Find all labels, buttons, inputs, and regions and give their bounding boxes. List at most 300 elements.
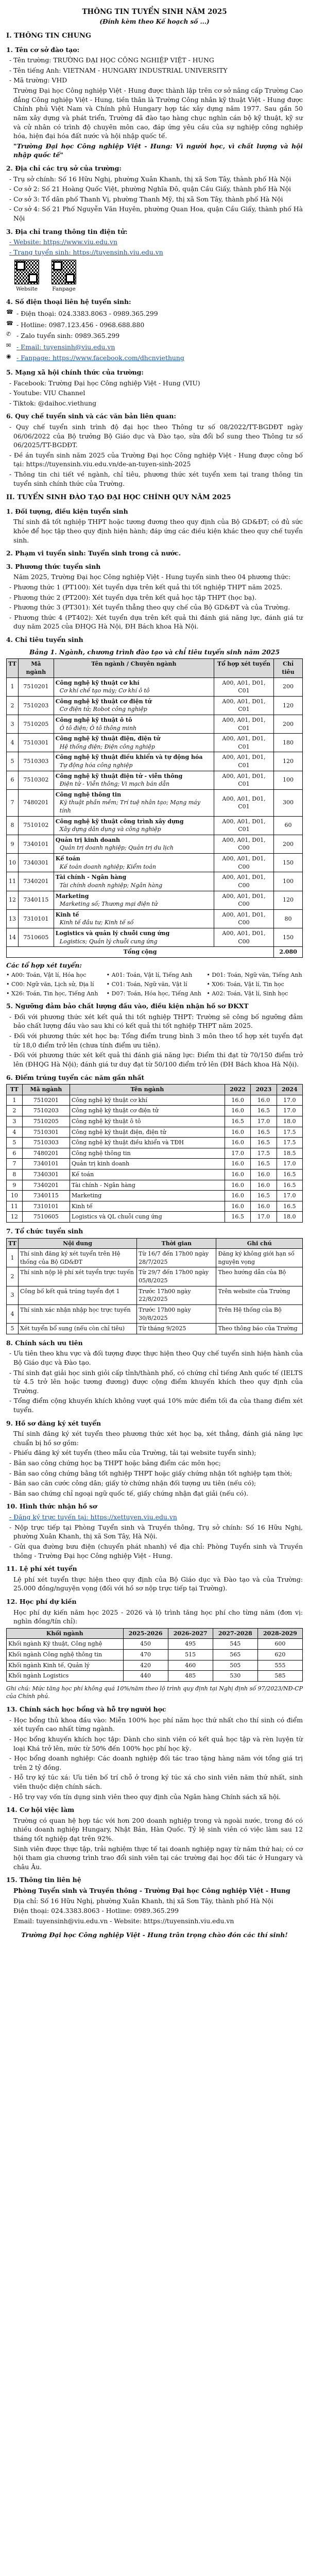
table-row: [7, 1148, 303, 1159]
cell-code: 7340201: [18, 872, 54, 891]
admission-document: [6, 0, 303, 1940]
column-header: Tên ngành / Chuyên ngành: [54, 659, 214, 677]
contact-phones[interactable]: Điện thoại: 024.3383.8063 - Hotline: 0989.365.299: [13, 1907, 179, 1915]
cell-fee: 555: [258, 1660, 302, 1671]
cell-code: 7510605: [18, 928, 54, 946]
heading-priority: 8. Chính sách ưu tiên: [6, 1338, 83, 1347]
major-specialization: Quản trị doanh nghiệp; Quản trị du lịch: [59, 844, 174, 852]
heading-social: 5. Mạng xã hội chính thức của trường:: [6, 368, 144, 376]
phone-icon: ☎: [6, 319, 13, 327]
method-4: - Phương thức 4 (PT402): Xét tuyển dựa trên kết quả thi đánh giá năng lực, đánh giá tư duy năm 2025 của ĐHQG Hà Nội, ĐH Bách khoa Hà Nội.: [9, 613, 303, 631]
cell-group: Khối ngành Kỹ thuật, Công nghệ: [7, 1639, 124, 1650]
quota-table-header: [7, 659, 303, 677]
qr-website-label: Website: [15, 286, 38, 293]
major-name: Marketing: [55, 892, 89, 900]
cell-combos: A00, A01, D01, C01: [214, 816, 273, 835]
cell-score: 16.0: [225, 1180, 250, 1191]
heading-phone: 4. Số điện thoại liên hệ tuyển sinh:: [6, 298, 131, 306]
address-campus-4: - Cơ sở 4: Số 21 Phố Nguyễn Văn Huyên, phường Quan Hoa, quận Cầu Giấy, thành phố Hà Nội: [9, 205, 303, 222]
table-row: [7, 891, 303, 909]
threshold-2: - Đối với phương thức xét học bạ: Tổng điểm trung bình 3 môn theo tổ hợp xét tuyển đạt từ 18,0 điểm trở lên (chưa tính điểm ưu tiên).: [9, 1032, 303, 1049]
cell-index: 8: [7, 816, 19, 835]
major-specialization: Tài chính doanh nghiệp; Ngân hàng: [59, 882, 163, 889]
heading-fee: 11. Lệ phí xét tuyển: [6, 1565, 77, 1573]
major-specialization: Cơ điện tử; Robot công nghiệp: [59, 706, 147, 713]
jobs-1: Trường có quan hệ hợp tác với hơn 200 doanh nghiệp trong và ngoài nước, trong đó có nhiều doanh nghiệp Hungary, Nhật Bản, Hàn Quốc. Tỷ lệ sinh viên có việc làm sau 12 tháng tốt nghiệp đạt trên 92%.: [13, 1816, 303, 1842]
scholarship-2: - Học bổng khuyến khích học tập: Dành cho sinh viên có kết quả học tập và rèn luyện từ loại Khá trở lên, mức từ 50% đến 100% học phí học kỳ.: [9, 1735, 303, 1752]
cell-major: Công nghệ kỹ thuật điện, điện tử: [70, 1127, 225, 1138]
table-row: [7, 715, 303, 733]
heading-contact: 15. Thông tin liên hệ: [6, 1876, 81, 1884]
heading-rules: 6. Quy chế tuyển sinh và các văn bản liên quan:: [6, 412, 176, 420]
phone-line-2[interactable]: - Hotline: 0987.123.456 - 0968.688.880: [16, 320, 145, 329]
table-row: [7, 1324, 303, 1334]
phone-line-1[interactable]: - Điện thoại: 024.3383.8063 - 0989.365.299: [16, 309, 158, 317]
social-youtube[interactable]: - Youtube: VIU Channel: [9, 389, 85, 397]
rules-2: - Đề án tuyển sinh năm 2025 của Trường Đại học Công nghiệp Việt - Hung được công bố tại: https://tuyensinh.viu.edu.vn/de-an-tuyen-sinh-2025: [9, 451, 303, 468]
major-specialization: Ô tô điện; Ô tô thông minh: [59, 724, 137, 732]
table-row: [7, 1095, 303, 1106]
cell-note: Theo thông báo của Trường: [216, 1324, 303, 1334]
cell-quota: 200: [274, 835, 303, 853]
tuition-note: Ghi chú: Mức tăng học phí không quá 10%/năm theo lộ trình quy định tại Nghị định số 97/2023/NĐ-CP của Chính phủ.: [6, 1685, 303, 1700]
cell-quota: 120: [274, 696, 303, 715]
cell-score: 16.0: [251, 1180, 277, 1191]
cell-score: 16.0: [225, 1201, 250, 1212]
document-1: - Phiếu đăng ký xét tuyển (theo mẫu của Trường, tải tại website tuyển sinh);: [9, 1449, 256, 1457]
cell-index: 1: [7, 1095, 23, 1106]
cell-major: Công nghệ kỹ thuật ô tô: [70, 1116, 225, 1127]
qr-fanpage-label: Fanpage: [52, 286, 76, 293]
table-row: [7, 752, 303, 771]
quota-table-title: Bảng 1. Ngành, chương trình đào tạo và chỉ tiêu tuyển sinh năm 2025: [29, 648, 280, 656]
cell-index: 2: [7, 696, 19, 715]
major-name: Kế toán: [55, 855, 80, 862]
cell-major: [54, 715, 214, 733]
schedule-table: [6, 1238, 303, 1334]
combos-title: Các tổ hợp xét tuyển:: [6, 961, 82, 969]
major-name: Tài chính - Ngân hàng: [55, 874, 127, 881]
cell-major: [54, 677, 214, 696]
table-row: [7, 1159, 303, 1170]
cell-score: 17.0: [251, 1212, 277, 1223]
major-name: Công nghệ kỹ thuật ô tô: [55, 716, 132, 723]
major-name: Công nghệ kỹ thuật điện tử - viễn thông: [55, 772, 183, 779]
cell-score: 17.0: [225, 1148, 250, 1159]
table-row: [7, 909, 303, 928]
cell-score: 16.0: [225, 1159, 250, 1170]
document-subtitle: (Đính kèm theo Kế hoạch số ...): [99, 18, 210, 26]
column-header: 2026-2027: [168, 1628, 213, 1639]
cell-score: 16.5: [277, 1201, 302, 1212]
table-row: [7, 1267, 303, 1286]
cell-note: Đăng ký không giới hạn số nguyện vọng: [216, 1249, 303, 1267]
major-specialization: Hệ thống điện; Điện công nghiệp: [59, 743, 155, 750]
cell-index: 3: [7, 1116, 23, 1127]
major-specialization: Kế toán doanh nghiệp; Kiểm toán: [59, 863, 156, 870]
cell-major: Công nghệ thông tin: [70, 1148, 225, 1159]
tuition-intro: Học phí dự kiến năm học 2025 - 2026 và lộ trình tăng học phí cho từng năm (đơn vị: nghìn đồng/tín chỉ):: [13, 1608, 303, 1625]
address-campus-2: - Cơ sở 2: Số 21 Hoàng Quốc Việt, phường Nghĩa Đô, quận Cầu Giấy, thành phố Hà Nội: [9, 185, 291, 193]
cell-score: 16.0: [225, 1138, 250, 1148]
mail-icon: ✉: [6, 342, 11, 349]
cell-code: 7510203: [18, 696, 54, 715]
cell-quota: 180: [274, 734, 303, 752]
combo-item: • C00: Ngữ văn, Lịch sử, Địa lí: [6, 981, 94, 988]
major-name: Công nghệ kỹ thuật cơ điện tử: [55, 698, 152, 705]
cell-index: 12: [7, 1212, 23, 1223]
column-header: Thời gian: [137, 1238, 216, 1249]
cell-index: 11: [7, 1201, 23, 1212]
cell-score: 16.0: [225, 1191, 250, 1201]
priority-1: - Ưu tiên theo khu vực và đối tượng được thực hiện theo Quy chế tuyển sinh hiện hành của Bộ Giáo dục và Đào tạo.: [9, 1349, 303, 1366]
table-row: [7, 696, 303, 715]
document-title: THÔNG TIN TUYỂN SINH NĂM 2025: [82, 8, 227, 16]
scholarship-1: - Học bổng thủ khoa đầu vào: Miễn 100% học phí năm học thứ nhất cho thí sinh có điểm xét tuyển cao nhất từng ngành.: [9, 1716, 303, 1733]
table-row: [7, 1286, 303, 1304]
chat-icon: ✆: [6, 331, 11, 338]
cell-index: 13: [7, 909, 19, 928]
cell-combos: A00, A01, D01, C00: [214, 872, 273, 891]
cell-quota: 80: [274, 909, 303, 928]
address-main: - Trụ sở chính: Số 16 Hữu Nghị, phường Xuân Khanh, thị xã Sơn Tây, thành phố Hà Nội: [9, 175, 291, 183]
column-header: TT: [7, 659, 19, 677]
cell-index: 4: [7, 1127, 23, 1138]
cell-index: 5: [7, 1324, 19, 1334]
cell-score: 16.5: [225, 1116, 250, 1127]
school-code: - Mã trường: VHD: [9, 76, 67, 84]
cell-fee: 460: [168, 1660, 213, 1671]
major-name: Logistics và quản lý chuỗi cung ứng: [55, 929, 170, 937]
tuition-table-header: [7, 1628, 303, 1639]
table-row: [7, 1138, 303, 1148]
cell-score: 16.5: [251, 1127, 277, 1138]
major-specialization: Điện tử - Viễn thông; Vi mạch bán dẫn: [59, 781, 170, 788]
cell-score: 18.0: [277, 1116, 302, 1127]
cell-score: 16.5: [251, 1159, 277, 1170]
cell-quota: 300: [274, 789, 303, 816]
table-row: [7, 816, 303, 835]
combo-item: • X06: Toán, Vật lí, Tin học: [207, 981, 284, 988]
social-facebook[interactable]: - Facebook: Trường Đại học Công nghiệp Việt - Hung (VIU): [9, 379, 200, 387]
column-header: 2023: [251, 1084, 277, 1095]
table-row: [7, 1639, 303, 1650]
cell-score: 16.0: [225, 1095, 250, 1106]
combo-item: • D01: Toán, Ngữ văn, Tiếng Anh: [207, 972, 302, 979]
cell-score: 16.5: [277, 1180, 302, 1191]
cell-index: 11: [7, 872, 19, 891]
document-4: - Bản sao căn cước công dân; giấy tờ chứng nhận đối tượng ưu tiên (nếu có);: [9, 1479, 256, 1487]
cell-index: 3: [7, 1286, 19, 1304]
cell-major: [54, 854, 214, 872]
submission-online-link[interactable]: - Đăng ký trực tuyến tại: https://xettuyen.viu.edu.vn: [9, 1513, 177, 1521]
table-row: [7, 1180, 303, 1191]
cell-index: 5: [7, 752, 19, 771]
cell-fee: 470: [123, 1650, 168, 1660]
total-label: Tổng cộng: [7, 947, 274, 958]
cell-note: Trên Hệ thống của Bộ: [216, 1304, 303, 1323]
qr-fanpage[interactable]: [52, 260, 76, 293]
column-header: 2025-2026: [123, 1628, 168, 1639]
cell-major: [54, 734, 214, 752]
cell-major: [54, 816, 214, 835]
column-header: Tổ hợp xét tuyển: [214, 659, 273, 677]
cell-quota: 100: [274, 771, 303, 789]
cell-score: 16.0: [251, 1095, 277, 1106]
combo-item: • A00: Toán, Vật lí, Hóa học: [6, 972, 87, 979]
fanpage-link[interactable]: - Fanpage: https://www.facebook.com/dhcnviethung: [16, 354, 184, 362]
cell-content: Công bố kết quả trúng tuyển đợt 1: [18, 1286, 136, 1304]
cell-major: [54, 835, 214, 853]
major-name: Công nghệ thông tin: [55, 791, 122, 798]
cell-score: 17.5: [251, 1148, 277, 1159]
cell-quota: 200: [274, 677, 303, 696]
cell-index: 9: [7, 1180, 23, 1191]
cell-major: Kinh tế: [70, 1201, 225, 1212]
heading-addresses: 2. Địa chỉ các trụ sở của trường:: [6, 164, 122, 172]
combo-item: • D07: Toán, Hóa học, Tiếng Anh: [106, 990, 201, 997]
major-name: Công nghệ kỹ thuật điều khiển và tự động hóa: [55, 754, 203, 761]
cell-combos: A00, A01, D01, C01: [214, 771, 273, 789]
contact-email-web[interactable]: Email: tuyensinh@viu.edu.vn - Website: https://tuyensinh.viu.edu.vn: [13, 1917, 234, 1925]
heading-methods: 3. Phương thức tuyển sinh: [6, 562, 101, 570]
cell-score: 16.5: [251, 1138, 277, 1148]
combos-list: [6, 971, 303, 997]
cell-score: 16.0: [251, 1169, 277, 1180]
cell-code: 7480201: [22, 1148, 70, 1159]
cell-code: 7340101: [22, 1159, 70, 1170]
column-header: Nội dung: [18, 1238, 136, 1249]
table-row: [7, 1650, 303, 1660]
major-name: Công nghệ kỹ thuật công trình xây dựng: [55, 818, 184, 825]
cell-quota: 120: [274, 891, 303, 909]
major-name: Công nghệ kỹ thuật điện, điện tử: [55, 735, 161, 742]
cell-major: Quản trị kinh doanh: [70, 1159, 225, 1170]
heading-quota: 4. Chỉ tiêu tuyển sinh: [6, 636, 83, 644]
jobs-2: Sinh viên được thực tập, trải nghiệm thực tế tại doanh nghiệp ngay từ năm thứ hai; có cơ hội tham gia chương trình trao đổi sinh viên tại các trường đại học đối tác ở Hungary và châu Âu.: [13, 1844, 303, 1871]
cell-index: 10: [7, 854, 19, 872]
cell-score: 16.5: [251, 1191, 277, 1201]
cell-time: Từ 29/7 đến 17h00 ngày 05/8/2025: [137, 1267, 216, 1286]
cell-quota: 120: [274, 752, 303, 771]
cell-index: 6: [7, 771, 19, 789]
table-row: [7, 1671, 303, 1682]
cell-quota: 150: [274, 854, 303, 872]
threshold-1: - Đối với phương thức xét kết quả thi tốt nghiệp THPT: Trường sẽ công bố ngưỡng đảm bảo chất lượng đầu vào sau khi có kết quả thi tốt nghiệp THPT năm 2025.: [9, 1012, 303, 1030]
table-row: [7, 1304, 303, 1323]
zalo-line[interactable]: - Zalo tuyển sinh: 0989.365.299: [16, 332, 120, 340]
cell-score: 18.0: [277, 1212, 302, 1223]
cell-major: Logistics và QL chuỗi cung ứng: [70, 1212, 225, 1223]
cell-code: 7340115: [18, 891, 54, 909]
table-row: [7, 1660, 303, 1671]
column-header: Mã ngành: [22, 1084, 70, 1095]
document-2: - Bản sao công chứng học bạ THPT hoặc bảng điểm các môn học;: [9, 1459, 221, 1467]
cell-time: Trước 17h00 ngày 22/8/2025: [137, 1286, 216, 1304]
section-heading-general: I. THÔNG TIN CHUNG: [6, 32, 92, 40]
major-specialization: Logistics; Quản lý chuỗi cung ứng: [59, 938, 158, 945]
cell-score: 16.5: [251, 1106, 277, 1116]
cell-code: 7510303: [18, 752, 54, 771]
globe-icon: ◉: [6, 353, 11, 360]
table-row: [7, 1127, 303, 1138]
cell-code: 7340301: [18, 854, 54, 872]
submission-direct: - Nộp trực tiếp tại Phòng Tuyển sinh và Truyền thông, Trụ sở chính: Số 16 Hữu Nghị, phường Xuân Khanh, thị xã Sơn Tây, Hà Nội.: [9, 1523, 303, 1540]
cell-index: 6: [7, 1148, 23, 1159]
cell-major: Công nghệ kỹ thuật điều khiển và TĐH: [70, 1138, 225, 1148]
admission-site-link[interactable]: - Trang tuyển sinh: https://tuyensinh.viu.edu.vn: [9, 248, 163, 256]
cell-major: Công nghệ kỹ thuật cơ khí: [70, 1095, 225, 1106]
cell-score: 16.0: [225, 1106, 250, 1116]
cell-code: 7480201: [18, 789, 54, 816]
cell-fee: 565: [213, 1650, 258, 1660]
website-link[interactable]: - Website: https://www.viu.edu.vn: [9, 238, 117, 246]
heading-tuition: 12. Học phí dự kiến: [6, 1597, 77, 1605]
cell-code: 7510301: [18, 734, 54, 752]
cell-code: 7510605: [22, 1212, 70, 1223]
cell-fee: 545: [213, 1639, 258, 1650]
email-link[interactable]: - Email: tuyensinh@viu.edu.vn: [16, 343, 115, 351]
cell-content: Xét tuyển bổ sung (nếu còn chỉ tiêu): [18, 1324, 136, 1334]
combo-item: • X26: Toán, Tin học, Tiếng Anh: [6, 990, 98, 997]
combo-item: • A01: Toán, Vật lí, Tiếng Anh: [106, 972, 193, 979]
cell-fee: 440: [123, 1671, 168, 1682]
cell-score: 17.5: [277, 1127, 302, 1138]
heading-threshold: 5. Ngưỡng đảm bảo chất lượng đầu vào, điều kiện nhận hồ sơ ĐKXT: [6, 1002, 249, 1010]
phone-icon: ☎: [6, 308, 13, 315]
cell-score: 16.5: [277, 1169, 302, 1180]
heading-submission: 10. Hình thức nhận hồ sơ: [6, 1502, 97, 1511]
cell-code: 7510203: [22, 1106, 70, 1116]
cell-score: 16.0: [225, 1127, 250, 1138]
major-specialization: Xây dựng dân dụng và công nghiệp: [59, 826, 161, 833]
combo-item: • A02: Toán, Vật lí, Sinh học: [207, 990, 288, 997]
cell-index: 9: [7, 835, 19, 853]
cell-major: Tài chính - Ngân hàng: [70, 1180, 225, 1191]
major-name: Công nghệ kỹ thuật cơ khí: [55, 679, 140, 686]
cell-code: 7510102: [18, 816, 54, 835]
qr-code-icon: [52, 260, 76, 284]
column-header: 2027-2028: [213, 1628, 258, 1639]
major-specialization: Cơ khí chế tạo máy; Cơ khí ô tô: [59, 687, 150, 694]
cell-combos: A00, A01, D01, C01: [214, 789, 273, 816]
cell-quota: 60: [274, 816, 303, 835]
table-row: [7, 789, 303, 816]
table-row: [7, 1116, 303, 1127]
heading-schedule: 7. Tổ chức tuyển sinh: [6, 1227, 83, 1235]
cell-code: 7340201: [22, 1180, 70, 1191]
column-header: Mã ngành: [18, 659, 54, 677]
column-header: TT: [7, 1084, 23, 1095]
method-3: - Phương thức 3 (PT301): Xét tuyển thẳng theo quy chế của Bộ GD&ĐT và của Trường.: [9, 603, 290, 612]
cell-index: 4: [7, 1304, 19, 1323]
cell-index: 3: [7, 715, 19, 733]
cell-index: 4: [7, 734, 19, 752]
school-slogan: "Trường Đại học Công nghiệp Việt - Hung: Vì người học, vì chất lượng và hội nhập quốc tế": [13, 142, 303, 159]
cell-code: 7510205: [22, 1116, 70, 1127]
column-header: 2022: [225, 1084, 250, 1095]
table-row: [7, 771, 303, 789]
major-specialization: Kỹ thuật phần mềm; Trí tuệ nhân tạo; Mạng máy tính: [59, 799, 200, 815]
column-header: Tên ngành: [70, 1084, 225, 1095]
table-row: [7, 835, 303, 853]
cell-quota: 150: [274, 928, 303, 946]
cell-score: 17.0: [277, 1106, 302, 1116]
contact-zalo: [6, 330, 303, 342]
cell-fee: 420: [123, 1660, 168, 1671]
cell-score: 17.0: [251, 1116, 277, 1127]
heading-scores: 6. Điểm trúng tuyển các năm gần nhất: [6, 1073, 145, 1081]
scholarship-5: - Hỗ trợ vay vốn tín dụng sinh viên theo quy định của Ngân hàng Chính sách xã hội.: [9, 1792, 281, 1801]
cell-time: Trước 17h00 ngày 30/8/2025: [137, 1304, 216, 1323]
cell-score: 17.5: [277, 1138, 302, 1148]
cell-fee: 585: [258, 1671, 302, 1682]
cell-index: 5: [7, 1138, 23, 1148]
contact-address: Địa chỉ: Số 16 Hữu Nghị, phường Xuân Khanh, thị xã Sơn Tây, thành phố Hà Nội: [13, 1896, 273, 1905]
heading-scholarship: 13. Chính sách học bổng và hỗ trợ người học: [6, 1705, 166, 1714]
cell-code: 7310101: [18, 909, 54, 928]
heading-scope: 2. Phạm vi tuyển sinh: Tuyển sinh trong cả nước.: [6, 549, 181, 557]
cell-major: [54, 928, 214, 946]
contact-office: Phòng Tuyển sinh và Truyền thông - Trường Đại học Công nghiệp Việt - Hung: [13, 1887, 290, 1895]
column-header: 2028-2029: [258, 1628, 302, 1639]
column-header: Chỉ tiêu: [274, 659, 303, 677]
table-row: [7, 1106, 303, 1116]
cell-major: [54, 696, 214, 715]
table-row: [7, 734, 303, 752]
section-heading-admission: II. TUYỂN SINH ĐÀO TẠO ĐẠI HỌC CHÍNH QUY NĂM 2025: [6, 494, 231, 502]
heading-website: 3. Địa chỉ trang thông tin điện tử:: [6, 227, 128, 235]
cell-group: Khối ngành Logistics: [7, 1671, 124, 1682]
rules-1: - Quy chế tuyển sinh trình độ đại học theo Thông tư số 08/2022/TT-BGDĐT ngày 06/06/2022 của Bộ trưởng Bộ Giáo dục và Đào tạo, sửa đổi bổ sung theo Thông tư số 06/2025/TT-BGDĐT.: [9, 423, 303, 449]
cell-index: 10: [7, 1191, 23, 1201]
address-campus-3: - Cơ sở 3: Tổ dân phố Thanh Vị, phường Thanh Mỹ, thị xã Sơn Tây, thành phố Hà Nội: [9, 195, 283, 203]
column-header: 2024: [277, 1084, 302, 1095]
scholarship-3: - Học bổng doanh nghiệp: Các doanh nghiệp đối tác trao tặng hàng năm với tổng giá trị trên 2 tỷ đồng.: [9, 1754, 303, 1771]
cell-code: 7340101: [18, 835, 54, 853]
method-1: - Phương thức 1 (PT100): Xét tuyển dựa trên kết quả thi tốt nghiệp THPT năm 2025.: [9, 583, 283, 591]
social-tiktok[interactable]: - Tiktok: @daihoc.viethung: [9, 399, 97, 407]
contact-email: [6, 342, 303, 353]
cell-fee: 495: [168, 1639, 213, 1650]
qr-code-icon: [14, 260, 39, 284]
cell-note: Theo hướng dẫn của Bộ: [216, 1267, 303, 1286]
methods-intro: Năm 2025, Trường Đại học Công nghiệp Việt - Hung tuyển sinh theo 04 phương thức:: [13, 573, 291, 581]
cell-code: 7510205: [18, 715, 54, 733]
cell-major: [54, 909, 214, 928]
schedule-table-header: [7, 1238, 303, 1249]
major-specialization: Kinh tế đầu tư; Kinh tế số: [59, 919, 134, 926]
cell-major: [54, 872, 214, 891]
document-3: - Bản sao công chứng bằng tốt nghiệp THPT hoặc giấy chứng nhận tốt nghiệp tạm thời;: [9, 1469, 293, 1477]
cell-combos: A00, A01, D01, C01: [214, 677, 273, 696]
cell-major: Công nghệ kỹ thuật cơ điện tử: [70, 1106, 225, 1116]
heading-school-name: 1. Tên cơ sở đào tạo:: [6, 45, 80, 54]
major-specialization: Marketing số; Thương mại điện tử: [59, 901, 158, 908]
scores-table: [6, 1084, 303, 1223]
table-row: [7, 854, 303, 872]
method-2: - Phương thức 2 (PT200): Xét tuyển dựa trên kết quả học tập THPT (học bạ).: [9, 593, 257, 601]
cell-content: Thí sinh nộp lệ phí xét tuyển trực tuyến: [18, 1267, 136, 1286]
table-total-row: [7, 947, 303, 958]
qr-website[interactable]: [14, 260, 39, 293]
total-value: 2.080: [274, 947, 303, 958]
school-name-vn: - Tên trường: TRƯỜNG ĐẠI HỌC CÔNG NGHIỆP VIỆT - HUNG: [9, 56, 214, 64]
table-row: [7, 872, 303, 891]
cell-fee: 515: [168, 1650, 213, 1660]
major-specialization: Tự động hóa công nghiệp: [59, 762, 133, 769]
cell-score: 16.0: [251, 1201, 277, 1212]
